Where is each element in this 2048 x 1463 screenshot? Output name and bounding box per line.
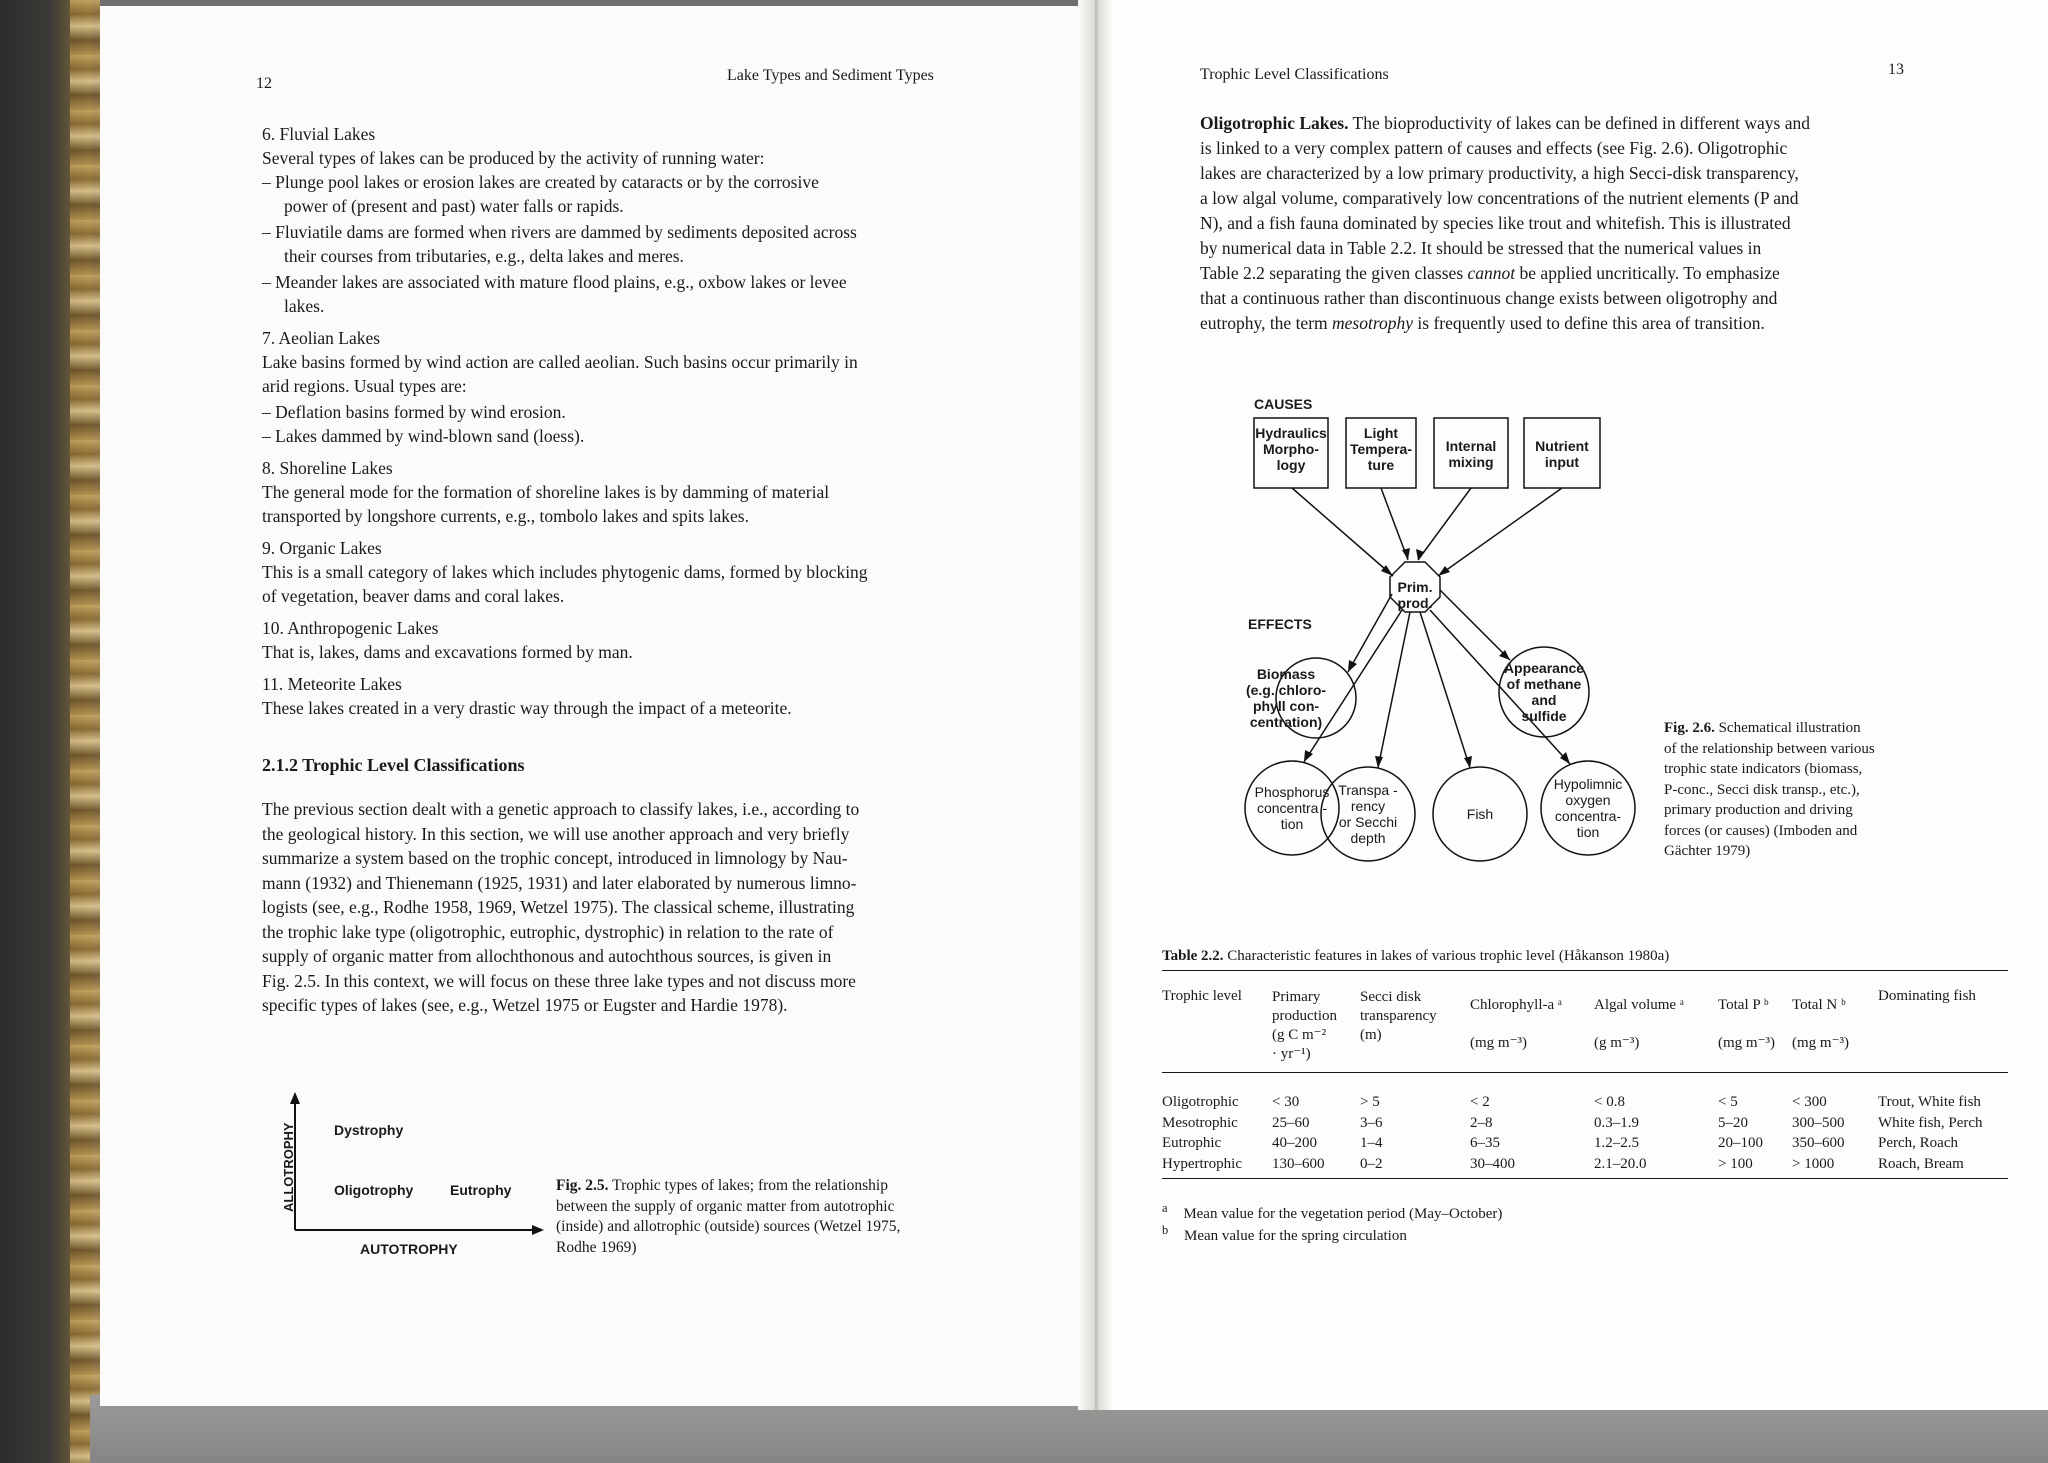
center-line: prod.	[1397, 595, 1433, 611]
para-line: by numerical data in Table 2.2. It should be stressed that the numerical values in	[1200, 238, 1762, 258]
left-body-line: 6. Fluvial Lakes	[262, 124, 376, 144]
footnote-b	[1162, 1220, 1407, 1246]
th-line: (mg m⁻³)	[1792, 1035, 1849, 1051]
circle-line: concentra-	[1554, 808, 1622, 824]
fig26-caption-line: trophic state indicators (biomass,	[1664, 761, 1863, 777]
fig25-dystrophy: Dystrophy	[334, 1122, 404, 1138]
arrowhead-icon	[1304, 750, 1313, 762]
circle-hypolimnic-text	[1534, 776, 1642, 840]
table-cell: > 1000	[1792, 1155, 1835, 1172]
circle-line: tion	[1280, 816, 1304, 832]
arrow-line	[1420, 612, 1470, 768]
para-line: eutrophy, the term	[1200, 313, 1333, 333]
circle-biomass-text	[1230, 666, 1342, 730]
para-line: that a continuous rather than discontinuous change exists between oligotrophy and	[1200, 288, 1778, 308]
fig26-causes-label: CAUSES	[1254, 396, 1313, 412]
left-body-line: power of (present and past) water falls or rapids.	[284, 196, 624, 216]
left-body-line: These lakes created in a very drastic way through the impact of a meteorite.	[262, 698, 792, 718]
left-body-line: The general mode for the formation of shoreline lakes is by damming of material	[262, 482, 830, 502]
circle-line: and	[1531, 692, 1557, 708]
fig25-caption-line: (inside) and allotrophic (outside) sources (Wetzel 1975,	[556, 1218, 901, 1235]
box-mixing-text	[1434, 438, 1508, 470]
para-line: be applied uncritically. To emphasize	[1515, 263, 1780, 283]
box-light-text	[1346, 425, 1416, 473]
footnote-marker: a	[1162, 1201, 1168, 1215]
box-line: Morpho-	[1263, 441, 1319, 457]
th-line: Algal volume ᵃ	[1594, 997, 1684, 1013]
running-head-left: Lake Types and Sediment Types	[727, 67, 934, 84]
table-cell: 3–6	[1360, 1114, 1383, 1131]
fig25-eutrophy: Eutrophy	[450, 1182, 512, 1198]
center-text	[1390, 579, 1440, 611]
arrow-line	[1381, 488, 1408, 560]
table-cell: 2–8	[1470, 1114, 1493, 1131]
arrow-line	[1418, 488, 1471, 560]
fig25-caption-line: between the supply of organic matter from autotrophic	[556, 1197, 895, 1215]
arrowhead-up-icon	[290, 1092, 300, 1104]
table-cell: > 100	[1718, 1155, 1753, 1172]
left-body-line: 7. Aeolian Lakes	[262, 328, 381, 348]
table-cell: < 5	[1718, 1094, 1738, 1110]
box-line: input	[1544, 454, 1580, 470]
page-number-left: 12	[256, 75, 272, 92]
fig26-caption-label: Fig. 2.6.	[1664, 720, 1715, 736]
th-algal	[1594, 986, 1684, 1062]
circle-line: rency	[1350, 798, 1386, 814]
para-line: is frequently used to define this area of transition.	[1413, 313, 1765, 333]
left-body-line: Lake basins formed by wind action are called aeolian. Such basins occur primarily in	[262, 352, 858, 372]
table-cell: 1–4	[1360, 1135, 1383, 1151]
table-cell: White fish, Perch	[1878, 1114, 1983, 1131]
table-cell: 300–500	[1792, 1114, 1845, 1131]
box-line: mixing	[1448, 454, 1494, 470]
th-secci	[1360, 988, 1437, 1045]
fig25-x-label: AUTOTROPHY	[360, 1241, 458, 1257]
arrowhead-icon	[1464, 756, 1472, 768]
table-cell: 1.2–2.5	[1594, 1135, 1639, 1151]
box-line: Tempera-	[1350, 441, 1412, 457]
fig25-caption-line: Trophic types of lakes; from the relationship	[612, 1177, 888, 1194]
circle-line: concentra -	[1256, 800, 1328, 816]
para-line: Table 2.2 separating the given classes	[1200, 263, 1468, 283]
circle-line: Fish	[1466, 806, 1494, 822]
th-line: (m)	[1360, 1027, 1382, 1043]
box-line: Light	[1363, 425, 1399, 441]
circle-line: Appearance	[1503, 660, 1585, 676]
table-cell: 5–20	[1718, 1114, 1748, 1131]
table-row-label: Eutrophic	[1162, 1135, 1222, 1151]
table-row-label: Mesotrophic	[1162, 1114, 1238, 1131]
arrowhead-icon	[1438, 566, 1450, 576]
left-paragraph-line: Fig. 2.5. In this context, we will focus on these three lake types and not discuss more	[262, 970, 856, 991]
box-line: Internal	[1445, 438, 1497, 454]
left-body-line: 8. Shoreline Lakes	[262, 458, 393, 478]
fig26-caption	[1664, 718, 1924, 862]
th-line: Total P ᵇ	[1718, 997, 1769, 1013]
th-chl	[1470, 986, 1562, 1062]
box-line: ture	[1367, 457, 1395, 473]
arrow-line	[1438, 488, 1562, 576]
table-cell: 350–600	[1792, 1135, 1845, 1151]
para-line: The bioproductivity of lakes can be defined in different ways and	[1348, 113, 1810, 133]
table-cell: 2.1–20.0	[1594, 1155, 1647, 1172]
arrowhead-icon	[1402, 548, 1410, 560]
para-line: a low algal volume, comparatively low concentrations of the nutrient elements (P and	[1200, 188, 1799, 208]
circle-line: (e.g. chloro-	[1245, 682, 1327, 698]
th-fish: Dominating fish	[1878, 988, 1976, 1004]
table-cell: 25–60	[1272, 1114, 1310, 1131]
para-emphasis: cannot	[1467, 263, 1516, 283]
table-title	[1162, 946, 1669, 966]
left-body-line: 10. Anthropogenic Lakes	[262, 618, 439, 638]
th-line: (mg m⁻³)	[1470, 1035, 1527, 1051]
fig26-caption-line: forces (or causes) (Imboden and	[1664, 822, 1858, 839]
circle-appearance-text	[1490, 660, 1598, 724]
circle-line: of methane	[1506, 676, 1582, 692]
left-body-line: – Lakes dammed by wind-blown sand (loess).	[262, 426, 585, 446]
table-rule-mid	[1162, 1072, 2008, 1073]
circle-line: depth	[1350, 830, 1386, 846]
running-head-right: Trophic Level Classifications	[1200, 66, 1389, 83]
para-line: N), and a fish fauna dominated by species like trout and whitefish. This is illustrated	[1200, 213, 1791, 233]
para-lead: Oligotrophic Lakes.	[1200, 113, 1349, 133]
left-body-line: lakes.	[284, 296, 325, 316]
fig26-caption-line: Gächter 1979)	[1664, 843, 1751, 859]
table-cell: Trout, White fish	[1878, 1094, 1981, 1110]
th-line: transparency	[1360, 1008, 1437, 1024]
th-trophic: Trophic level	[1162, 988, 1242, 1004]
th-line: Primary	[1272, 989, 1321, 1005]
footnote-marker: b	[1162, 1223, 1169, 1237]
table-rule-bottom	[1162, 1178, 2008, 1179]
fig25-caption-line: Rodhe 1969)	[556, 1238, 637, 1256]
table-cell: 30–400	[1470, 1155, 1515, 1172]
left-body-line: This is a small category of lakes which includes phytogenic dams, formed by blocking	[262, 562, 868, 582]
circle-line: or Secchi	[1338, 814, 1398, 830]
section-heading: 2.1.2 Trophic Level Classifications	[262, 755, 525, 775]
fig26-caption-line: primary production and driving	[1664, 802, 1853, 818]
circle-line: Biomass	[1256, 666, 1316, 682]
table-title-text: Characteristic features in lakes of various trophic level (Håkanson 1980a)	[1227, 948, 1670, 964]
left-paragraph-line: summarize a system based on the trophic concept, introduced in limnology by Nau-	[262, 848, 848, 868]
center-line: Prim.	[1397, 579, 1433, 595]
table-cell: Perch, Roach	[1878, 1135, 1958, 1151]
circle-line: phyll con-	[1252, 698, 1320, 714]
table-label: Table 2.2.	[1162, 948, 1224, 964]
left-paragraph-line: mann (1932) and Thienemann (1925, 1931) and later elaborated by numerous limno-	[262, 872, 857, 893]
th-line: · yr⁻¹)	[1272, 1046, 1311, 1062]
table-cell: < 30	[1272, 1094, 1300, 1110]
para-line: lakes are characterized by a low primary productivity, a high Secci-disk transparency,	[1200, 163, 1799, 183]
th-primary	[1272, 988, 1337, 1064]
box-hydraulics-text	[1252, 425, 1330, 473]
box-nutrient-text	[1524, 438, 1600, 470]
left-body-line: Several types of lakes can be produced by the activity of running water:	[262, 148, 765, 168]
table-cell: 0–2	[1360, 1155, 1383, 1172]
circle-line: Phosphorus	[1254, 784, 1330, 800]
footnote-text: Mean value for the spring circulation	[1184, 1228, 1407, 1244]
th-line: Secci disk	[1360, 989, 1422, 1005]
book-gutter	[1078, 0, 1114, 1410]
left-body-line: 11. Meteorite Lakes	[262, 674, 402, 694]
fig25-caption-label: Fig. 2.5.	[556, 1177, 609, 1194]
box-line: Hydraulics	[1255, 425, 1327, 441]
fig26-effects-label: EFFECTS	[1248, 616, 1312, 632]
fig25-diagram	[268, 1090, 558, 1260]
th-line: (mg m⁻³)	[1718, 1035, 1775, 1051]
left-paragraph-line: specific types of lakes (see, e.g., Wetzel 1975 or Eugster and Hardie 1978).	[262, 995, 788, 1015]
table-cell: 20–100	[1718, 1135, 1763, 1151]
arrow-line	[1440, 590, 1510, 660]
fig26-caption-line: P-conc., Secci disk transp., etc.),	[1664, 781, 1860, 798]
fig26-caption-line: of the relationship between various	[1664, 740, 1875, 757]
footnote-text: Mean value for the vegetation period (May–October)	[1183, 1206, 1503, 1222]
left-body-line: – Meander lakes are associated with mature flood plains, e.g., oxbow lakes or levee	[262, 272, 847, 292]
circle-line: Hypolimnic	[1553, 776, 1623, 792]
left-body-line: arid regions. Usual types are:	[262, 376, 467, 396]
th-line: (g m⁻³)	[1594, 1035, 1640, 1051]
th-totn	[1792, 986, 1849, 1062]
circle-line: centration)	[1249, 714, 1323, 730]
table-cell: < 2	[1470, 1094, 1490, 1110]
circle-line: Transpa -	[1338, 782, 1398, 798]
left-body-line: 9. Organic Lakes	[262, 538, 382, 558]
left-paragraph-line: supply of organic matter from allochthonous and autochthous sources, is given in	[262, 946, 832, 966]
fig25-caption	[556, 1176, 982, 1258]
table-cell: 40–200	[1272, 1135, 1317, 1151]
table-cell: > 5	[1360, 1094, 1380, 1110]
th-line: Total N ᵇ	[1792, 997, 1846, 1013]
left-body-line: their courses from tributaries, e.g., delta lakes and meres.	[284, 246, 684, 266]
table-cell: 130–600	[1272, 1155, 1325, 1172]
table-row-label: Oligotrophic	[1162, 1094, 1239, 1110]
page-number-right: 13	[1888, 61, 1904, 78]
circle-fish-text	[1426, 806, 1534, 822]
left-paragraph-line: The previous section dealt with a genetic approach to classify lakes, i.e., according to	[262, 799, 860, 819]
fig26-caption-line: Schematical illustration	[1718, 720, 1861, 736]
arrow-line	[1292, 488, 1393, 576]
left-body-line: – Plunge pool lakes or erosion lakes are created by cataracts or by the corrosive	[262, 172, 819, 192]
box-line: logy	[1276, 457, 1306, 473]
para-emphasis: mesotrophy	[1332, 313, 1414, 333]
arrowhead-icon	[1348, 660, 1357, 672]
th-line: Chlorophyll-a ᵃ	[1470, 997, 1563, 1013]
left-body-line: of vegetation, beaver dams and coral lakes.	[262, 586, 565, 606]
box-line: Nutrient	[1535, 438, 1589, 454]
circle-line: sulfide	[1521, 708, 1567, 724]
fig25-oligotrophy: Oligotrophy	[334, 1182, 414, 1198]
left-paragraph-line: the trophic lake type (oligotrophic, eutrophic, dystrophic) in relation to the rate of	[262, 921, 834, 942]
book-edge-gilding	[70, 0, 100, 1463]
fig25-y-label: ALLOTROPHY	[281, 1122, 296, 1212]
table-cell: 6–35	[1470, 1135, 1500, 1151]
table-rule-top	[1162, 970, 2008, 971]
left-body-line: transported by longshore currents, e.g., tombolo lakes and spits lakes.	[262, 506, 749, 526]
left-body-line: – Deflation basins formed by wind erosion.	[262, 402, 566, 422]
th-line: (g C m⁻²	[1272, 1027, 1327, 1043]
left-body-line: That is, lakes, dams and excavations formed by man.	[262, 642, 633, 662]
circle-line: tion	[1576, 824, 1600, 840]
arrowhead-right-icon	[532, 1225, 544, 1235]
table-row-label: Hypertrophic	[1162, 1155, 1242, 1172]
table-cell: 0.3–1.9	[1594, 1114, 1639, 1131]
table-cell: < 300	[1792, 1094, 1827, 1110]
para-line: is linked to a very complex pattern of causes and effects (see Fig. 2.6). Oligotrophic	[1200, 138, 1788, 158]
circle-transparency-text	[1314, 782, 1422, 846]
table-cell: < 0.8	[1594, 1094, 1625, 1110]
left-body-line: – Fluviatile dams are formed when rivers are dammed by sediments deposited across	[262, 222, 857, 242]
th-totp	[1718, 986, 1775, 1062]
th-line: production	[1272, 1008, 1337, 1024]
left-paragraph-line: logists (see, e.g., Rodhe 1958, 1969, Wetzel 1975). The classical scheme, illustrating	[262, 897, 855, 917]
circle-line: oxygen	[1565, 792, 1611, 808]
table-cell: Roach, Bream	[1878, 1155, 1964, 1172]
left-paragraph-line: the geological history. In this section, we will use another approach and very briefly	[262, 823, 850, 844]
arrow-line	[1378, 612, 1410, 768]
